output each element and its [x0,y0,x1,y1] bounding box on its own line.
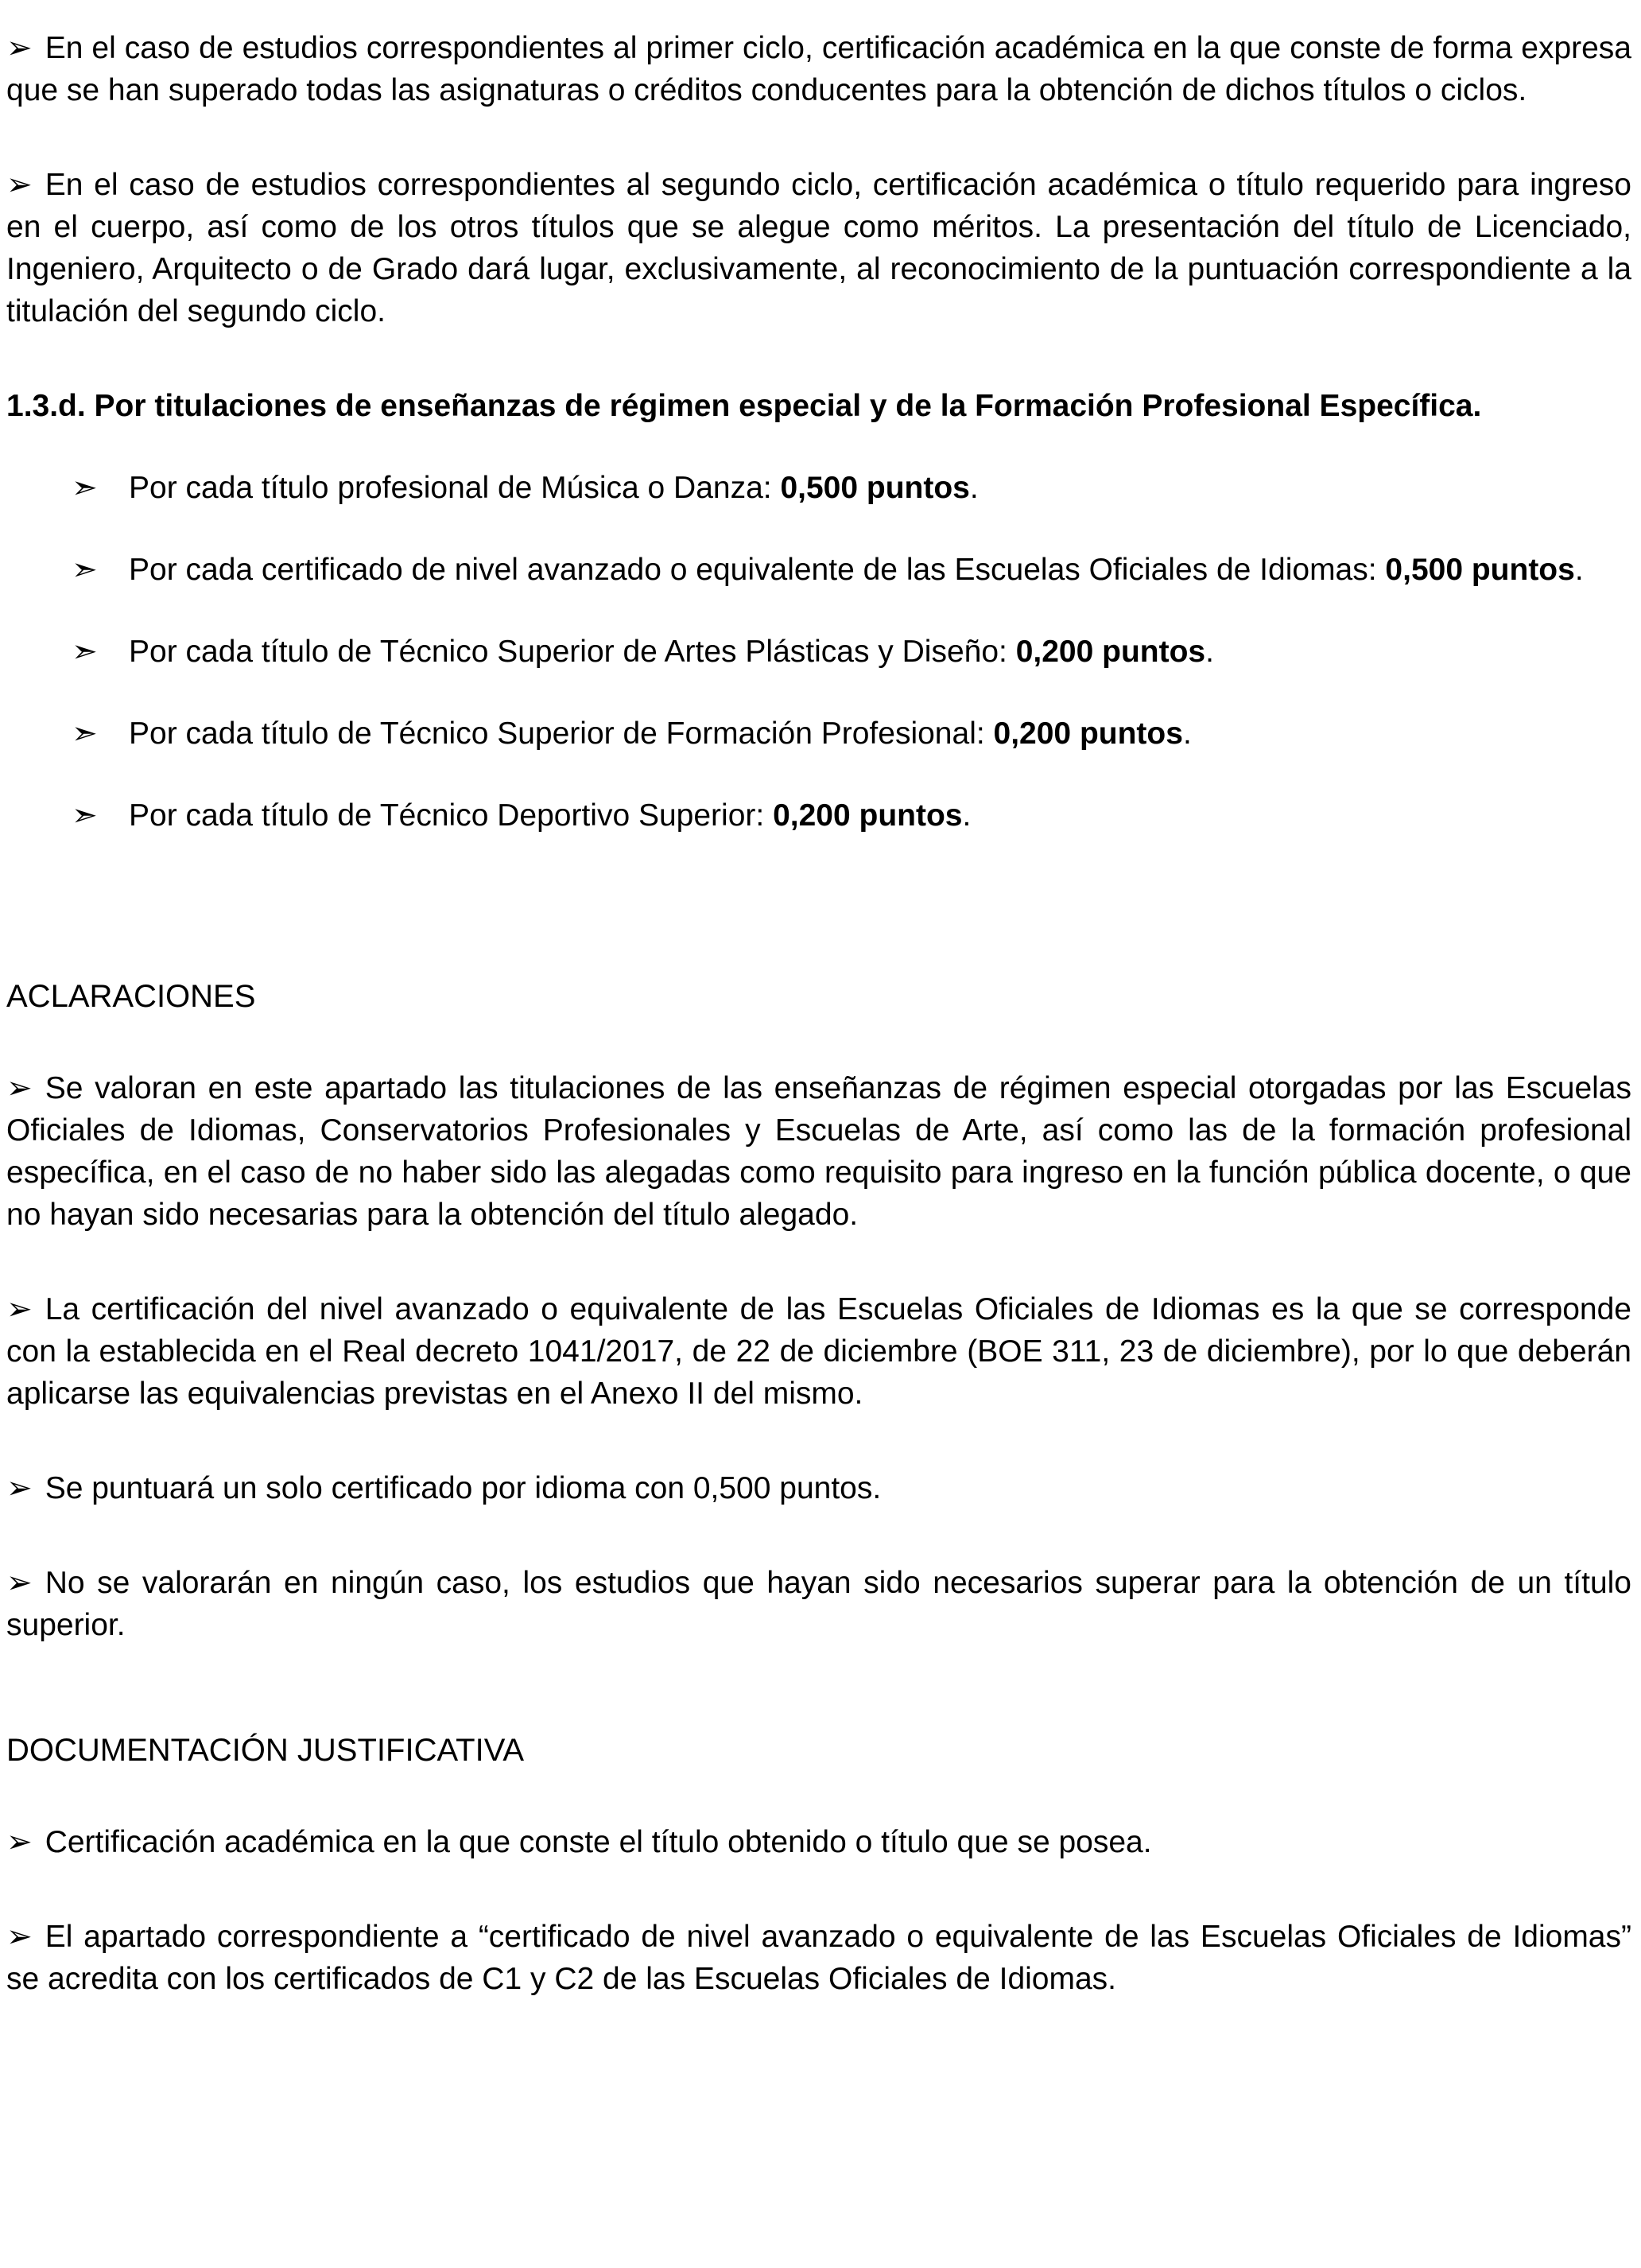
arrow-bullet-icon: ➢ [6,31,33,65]
list-item-text: Por cada certificado de nivel avanzado o equivalente de las Escuelas Oficiales de Idiomas: [129,553,1386,587]
aclaraciones-paragraph-un-certificado [6,1467,1631,1509]
aclaraciones-paragraph-certificacion [6,1288,1631,1415]
list-item-text: Por cada título de Técnico Superior de Artes Plásticas y Diseño: [129,635,1016,669]
paragraph-text: Se valoran en este apartado las titulaciones de las enseñanzas de régimen especial otorgadas por las Escuelas Oficiales de Idiomas, Conservatorios Profesionales y Escuelas de Arte, así como las de la formación profesional específica, en el caso de no haber sido las alegadas como requisito para ingreso en la función pública docente, o que no hayan sido necesarias para la obtención del título alegado. [6,1071,1631,1232]
points-value: 0,500 puntos [780,471,970,505]
points-value: 0,200 puntos [1015,635,1206,669]
arrow-bullet-icon: ➢ [6,1471,33,1505]
arrow-bullet-icon: ➢ [6,1071,33,1105]
list-item-formacion-profesional [6,713,1631,755]
list-item-text: Por cada título de Técnico Superior de Formación Profesional: [129,717,994,751]
list-item-suffix: . [962,798,972,833]
points-value: 0,500 puntos [1385,553,1575,587]
list-item-suffix: . [969,471,979,505]
list-item-text: Por cada título de Técnico Deportivo Superior: [129,798,774,833]
arrow-bullet-icon: ➣ [72,798,98,833]
paragraph-text: Certificación académica en la que conste el título obtenido o título que se posea. [45,1825,1152,1859]
list-item-text: Por cada título profesional de Música o Danza: [129,471,781,505]
intro-paragraph-segundo-ciclo [6,164,1631,332]
arrow-bullet-icon: ➣ [72,553,98,587]
paragraph-text: No se valorarán en ningún caso, los estudios que hayan sido necesarios superar para la obtención de un título superior. [6,1566,1631,1642]
aclaraciones-paragraph-valoracion [6,1067,1631,1236]
arrow-bullet-icon: ➣ [72,717,98,751]
paragraph-text: Se puntuará un solo certificado por idioma con 0,500 puntos. [45,1471,882,1505]
points-value: 0,200 puntos [773,798,963,833]
list-item-tecnico-deportivo [6,794,1631,837]
list-item-artes-plasticas [6,631,1631,673]
list-item-musica-danza [6,467,1631,509]
arrow-bullet-icon: ➢ [6,1566,33,1600]
list-item-suffix: . [1182,717,1192,751]
arrow-bullet-icon: ➢ [6,1825,33,1859]
arrow-bullet-icon: ➢ [6,1292,33,1326]
arrow-bullet-icon: ➣ [72,471,98,505]
section-title-aclaraciones: ACLARACIONES [6,979,256,1014]
points-value: 0,200 puntos [993,717,1183,751]
merit-list [6,467,1631,837]
section-title-documentacion-justificativa: DOCUMENTACIÓN JUSTIFICATIVA [6,1733,525,1768]
paragraph-text: En el caso de estudios correspondientes al primer ciclo, certificación académica en la que conste de forma expresa que se han superado todas las asignaturas o créditos conducentes para la obtención de dichos títulos o ciclos. [6,31,1631,107]
arrow-bullet-icon: ➢ [6,168,33,202]
documentacion-paragraph-apartado [6,1916,1631,2000]
arrow-bullet-icon: ➣ [72,635,98,669]
intro-paragraph-primer-ciclo [6,27,1631,111]
list-item-suffix: . [1574,553,1584,587]
section-heading-1-3-d: 1.3.d. Por titulaciones de enseñanzas de régimen especial y de la Formación Profesional Específica. [6,389,1482,423]
list-item-suffix: . [1205,635,1214,669]
paragraph-text: En el caso de estudios correspondientes al segundo ciclo, certificación académica o título requerido para ingreso en el cuerpo, así como de los otros títulos que se alegue como méritos. La presentación del título de Licenciado, Ingeniero, Arquitecto o de Grado dará lugar, exclusivamente, al reconocimiento de la puntuación correspondiente a la titulación del segundo ciclo. [6,168,1631,328]
arrow-bullet-icon: ➢ [6,1920,33,1954]
aclaraciones-paragraph-no-valoracion [6,1562,1631,1646]
documentacion-paragraph-certificacion [6,1821,1631,1863]
paragraph-text: El apartado correspondiente a “certificado de nivel avanzado o equivalente de las Escuelas Oficiales de Idiomas” se acredita con los certificados de C1 y C2 de las Escuelas Oficiales de Idiomas. [6,1920,1631,1996]
list-item-nivel-avanzado [6,549,1631,591]
paragraph-text: La certificación del nivel avanzado o equivalente de las Escuelas Oficiales de Idiomas es la que se corresponde con la establecida en el Real decreto 1041/2017, de 22 de diciembre (BOE 311, 23 de diciembre), por lo que deberán aplicarse las equivalencias previstas en el Anexo II del mismo. [6,1292,1631,1411]
